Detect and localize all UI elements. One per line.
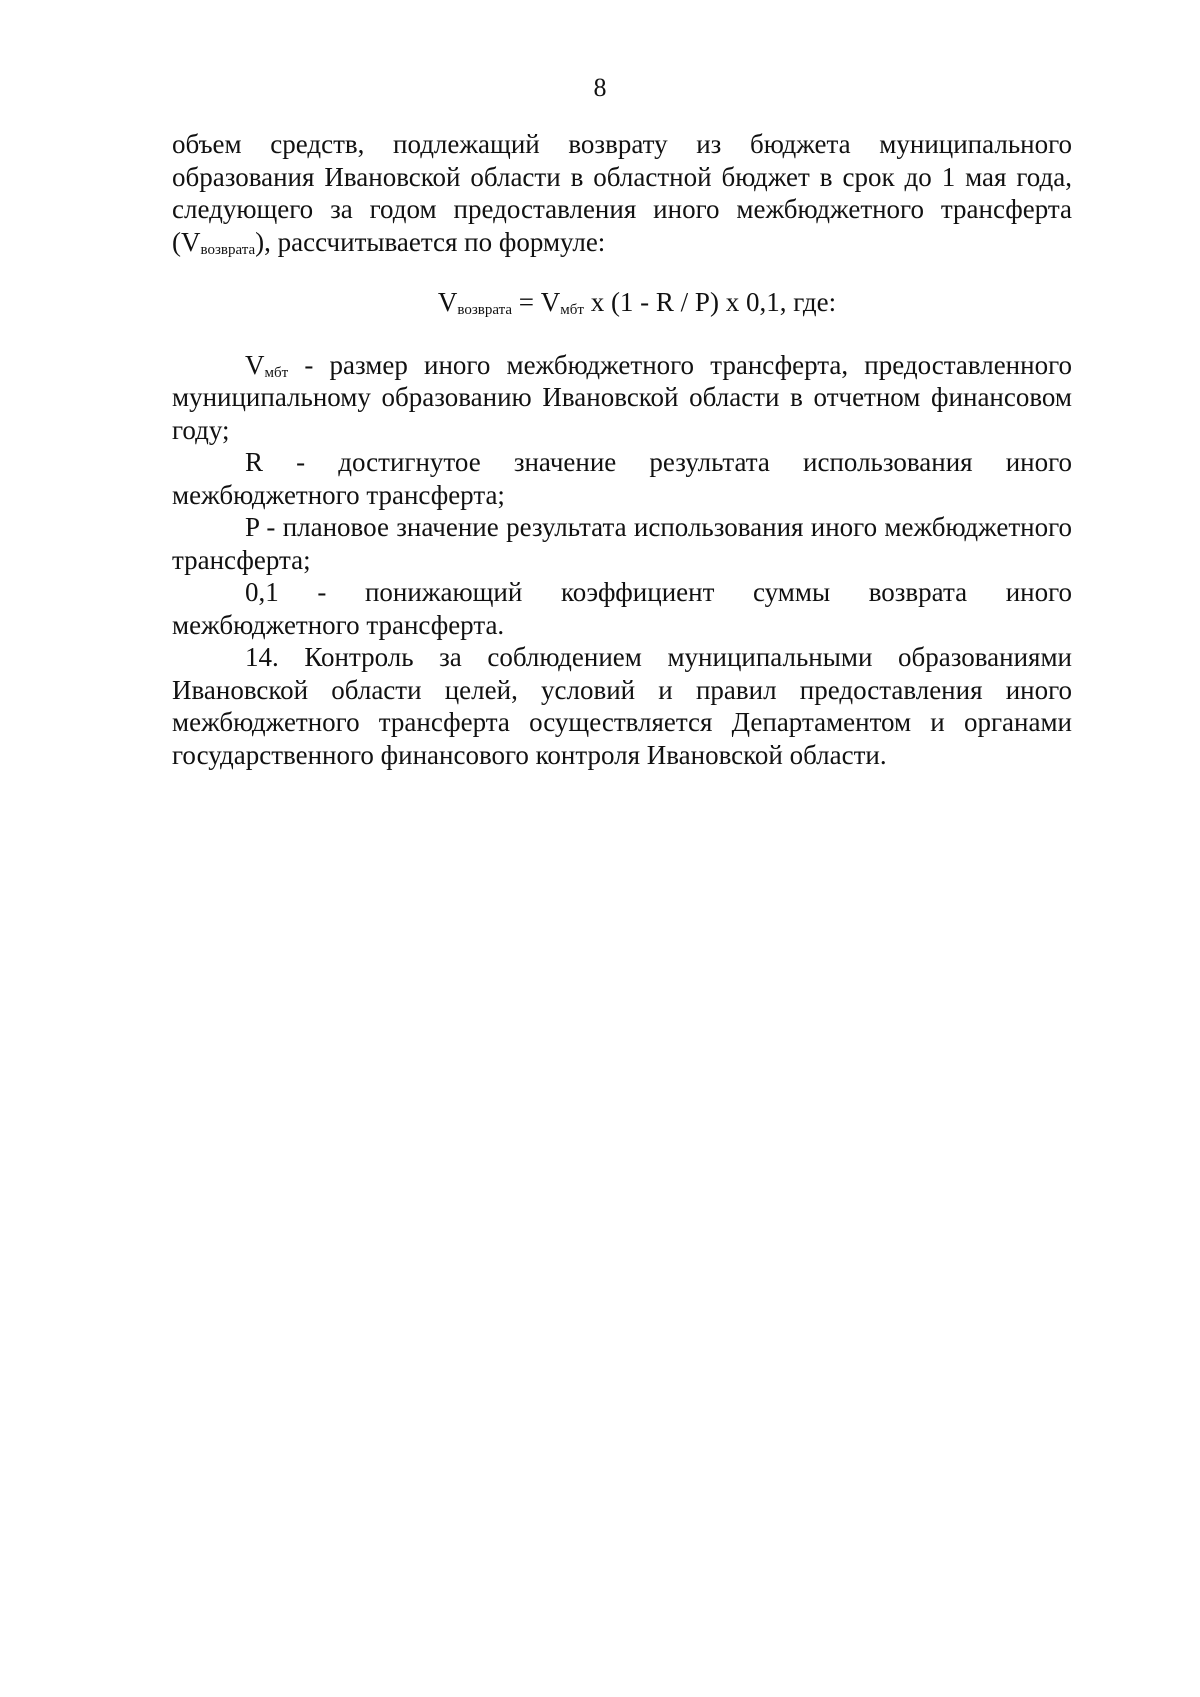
definition-subscript: мбт — [264, 364, 289, 381]
definition-v-mbt — [172, 349, 1072, 447]
paragraph-14-control: 14. Контроль за соблюдением муниципальными образованиями Ивановской области целей, условий и правил предоставления иного межбюджетного трансферта осуществляется Департаментом и органами государственного финансового контроля Ивановской области. — [172, 642, 1072, 770]
paragraph-text-end: ), рассчитывается по формуле: — [255, 226, 606, 257]
paragraph-return-volume — [172, 128, 1072, 258]
definition-symbol: V — [245, 349, 265, 380]
definition-p: P - плановое значение результата использования иного межбюджетного трансферта; — [172, 512, 1072, 575]
document-body — [172, 128, 1072, 771]
definition-coefficient: 0,1 - понижающий коэффициент суммы возврата иного межбюджетного трансферта. — [172, 577, 1072, 640]
paragraph-text: объем средств, подлежащий возврату из бюджета муниципального образования Ивановской области в областной бюджет в срок до 1 мая года, следующего за годом предоставления иного межбюджетного трансферта (V — [172, 129, 1072, 257]
definition-r: R - достигнутое значение результата использования иного межбюджетного трансферта; — [172, 447, 1072, 510]
formula — [172, 286, 1072, 319]
formula-v-return: V — [437, 287, 458, 317]
formula-sub-mbt: мбт — [560, 302, 584, 318]
formula-rest: x (1 - R / P) x 0,1, где: — [583, 287, 837, 317]
subscript-return: возврата — [200, 241, 256, 258]
formula-sub-return: возврата — [457, 302, 513, 318]
definition-text: - размер иного межбюджетного трансферта, предоставленного муниципальному образованию Ивановской области в отчетном финансовом году; — [172, 349, 1072, 445]
page-number: 8 — [593, 73, 607, 102]
formula-equals: = V — [512, 287, 561, 317]
